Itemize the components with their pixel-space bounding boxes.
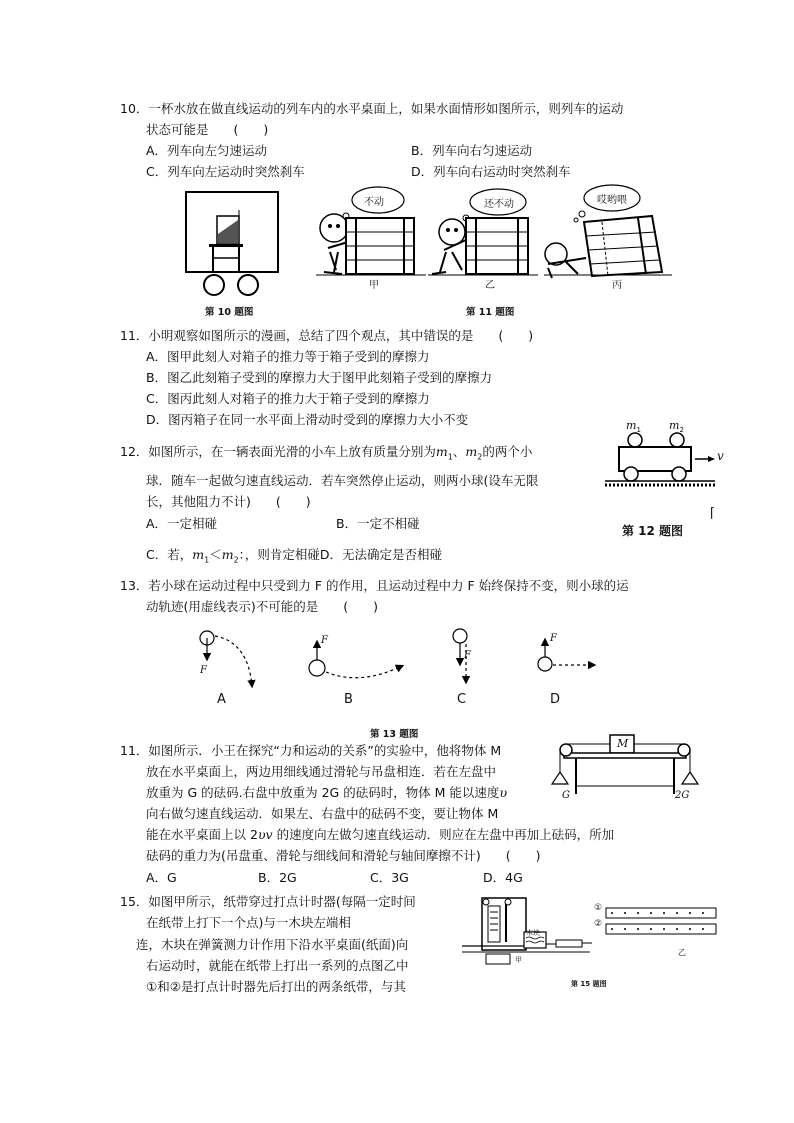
q14-option-b: B．2G [258, 870, 297, 885]
q15-stem-line2: 在纸带上打下一个点)与一木块左端相 [146, 915, 351, 930]
q15-figure-caption: 第 15 题图 [571, 980, 607, 988]
q13-label-d: D [550, 692, 561, 707]
q10-option-b: B．列车向右匀速运动 [411, 143, 533, 158]
q14-stem-line5: 能在水平桌面上以 2υv 的速度向左做匀速直线运动．则应在左盘中再加上砝码，所加 [146, 827, 615, 842]
q11-option-c: C．图丙此刻人对箱子的推力大于箱子受到的摩擦力 [146, 391, 430, 406]
q13-stem-line1: 13．若小球在运动过程中只受到力 F 的作用，且运动过程中力 F 始终保持不变，则小球的运 [120, 578, 629, 593]
q10-stem-line1: 10．一杯水放在做直线运动的列车内的水平桌面上，如果水面情形如图所示，则列车的运动 [120, 101, 624, 116]
q15-label-jia: 甲 [515, 956, 522, 964]
q13-figure-caption: 第 13 题图 [370, 729, 419, 740]
q15-stem-line1: 15．如图甲所示，纸带穿过打点计时器(每隔一定时间 [120, 894, 416, 909]
q13-stem-line2: 动轨迹(用虚线表示)不可能的是 ( ) [146, 599, 379, 614]
q15-stem-line4: 右运动时，就能在纸带上打出一系列的点图乙中 [146, 958, 409, 973]
q10-option-c: C．列车向左运动时突然刹车 [146, 164, 305, 179]
comic-panel-yi [428, 189, 538, 275]
q10-train-figure [183, 190, 283, 298]
q10-option-d: D．列车向右运动时突然刹车 [411, 164, 571, 179]
q12-stem-line1: 12．如图所示，在一辆表面光滑的小车上放有质量分别为$m_1$、$m_2$的两个小 [120, 444, 533, 462]
comic-bubble-3: 哎哟喂 [597, 195, 627, 206]
q15-label-yi: 乙 [678, 948, 686, 957]
q12-cart-figure [603, 418, 718, 496]
q11-option-d: D．图丙箱子在同一水平面上滑动时受到的摩擦力大小不变 [146, 412, 469, 427]
q12-stem-line3: 长，其他阻力不计) ( ) [146, 494, 311, 509]
q14-label-2g: 2G [675, 790, 690, 801]
comic-label-bing: 丙 [612, 280, 622, 291]
q11-option-a: A．图甲此刻人对箱子的推力等于箱子受到的摩擦力 [146, 349, 430, 364]
q11-figure-caption: 第 11 题图 [466, 307, 515, 318]
q12-label-m1: $m_1$ [626, 419, 641, 435]
q13-label-b: B [344, 692, 353, 707]
q12-label-v: v [717, 449, 724, 463]
q10-figure-caption: 第 10 题图 [205, 307, 254, 318]
comic-label-yi: 乙 [485, 280, 495, 291]
comic-bubble-2: 还不动 [484, 199, 514, 210]
comic-bubble-1: 不动 [364, 197, 384, 208]
q12-label-m2: $m_2$ [669, 419, 684, 435]
comic-label-jia: 甲 [369, 280, 379, 291]
q15-label-tape2: ② [594, 919, 603, 929]
q15-timer-figure [460, 894, 722, 974]
q15-stem-line5: ①和②是打点计时器先后打出的两条纸带，与其 [146, 979, 406, 994]
q12-figure-caption: 第 12 题图 [622, 524, 684, 538]
q14-option-c: C．3G [370, 870, 409, 885]
q13-force-label-c: F [464, 650, 471, 661]
q10-option-a: A．列车向左匀速运动 [146, 143, 268, 158]
q14-stem-line2: 放在水平桌面上，两边用细线通过滑轮与吊盘相连．若在左盘中 [146, 764, 497, 779]
q13-force-label-b: F [321, 635, 328, 646]
q15-label-block: 木块 [526, 929, 540, 937]
q14-option-d: D．4G [483, 870, 523, 885]
q13-trajectory-figure [190, 622, 610, 700]
q12-option-a: A．一定相碰 [146, 516, 218, 531]
q13-force-label-a: F [200, 665, 207, 676]
q11-stem-line1: 11．小明观察如图所示的漫画，总结了四个观点，其中错误的是 ( ) [120, 328, 534, 343]
q14-label-g: G [562, 790, 570, 801]
q14-stem-line3: 放重为 G 的砝码.右盘中放重为 2G 的砝码时，物体 M 能以速度υ [146, 785, 508, 800]
q13-label-c: C [457, 692, 467, 707]
q13-force-label-d: F [550, 633, 557, 644]
q14-option-a: A．G [146, 870, 177, 885]
q14-stem-line4: 向右做匀速直线运动．如果左、右盘中的砝码不变，要让物体 M [146, 806, 499, 821]
q15-label-tape1: ① [594, 903, 603, 913]
q14-stem-line6: 砝码的重力为(吊盘重、滑轮与细线间和滑轮与轴间摩擦不计) ( ) [146, 848, 541, 863]
q12-option-c: C．若，$m_1<m_2$：，则肯定相碰D．无法确定是否相碰 [146, 547, 443, 565]
corner-mark: ⌈ [710, 506, 716, 521]
q14-stem-line1: 11．如图所示．小王在探究“力和运动的关系”的实验中，他将物体 M [120, 743, 502, 758]
q14-label-m: M [617, 737, 629, 750]
q12-option-b: B．一定不相碰 [336, 516, 420, 531]
q12-stem-line2: 球．随车一起做匀速直线运动．若车突然停止运动，则两小球(设车无限 [146, 473, 539, 488]
q15-stem-line3: 连，木块在弹簧测力计作用下沿水平桌面(纸面)向 [136, 937, 409, 952]
q11-option-b: B．图乙此刻箱子受到的摩擦力大于图甲此刻箱子受到的摩擦力 [146, 370, 493, 385]
q10-stem-line2: 状态可能是 ( ) [146, 122, 269, 137]
q13-label-a: A [217, 692, 226, 707]
